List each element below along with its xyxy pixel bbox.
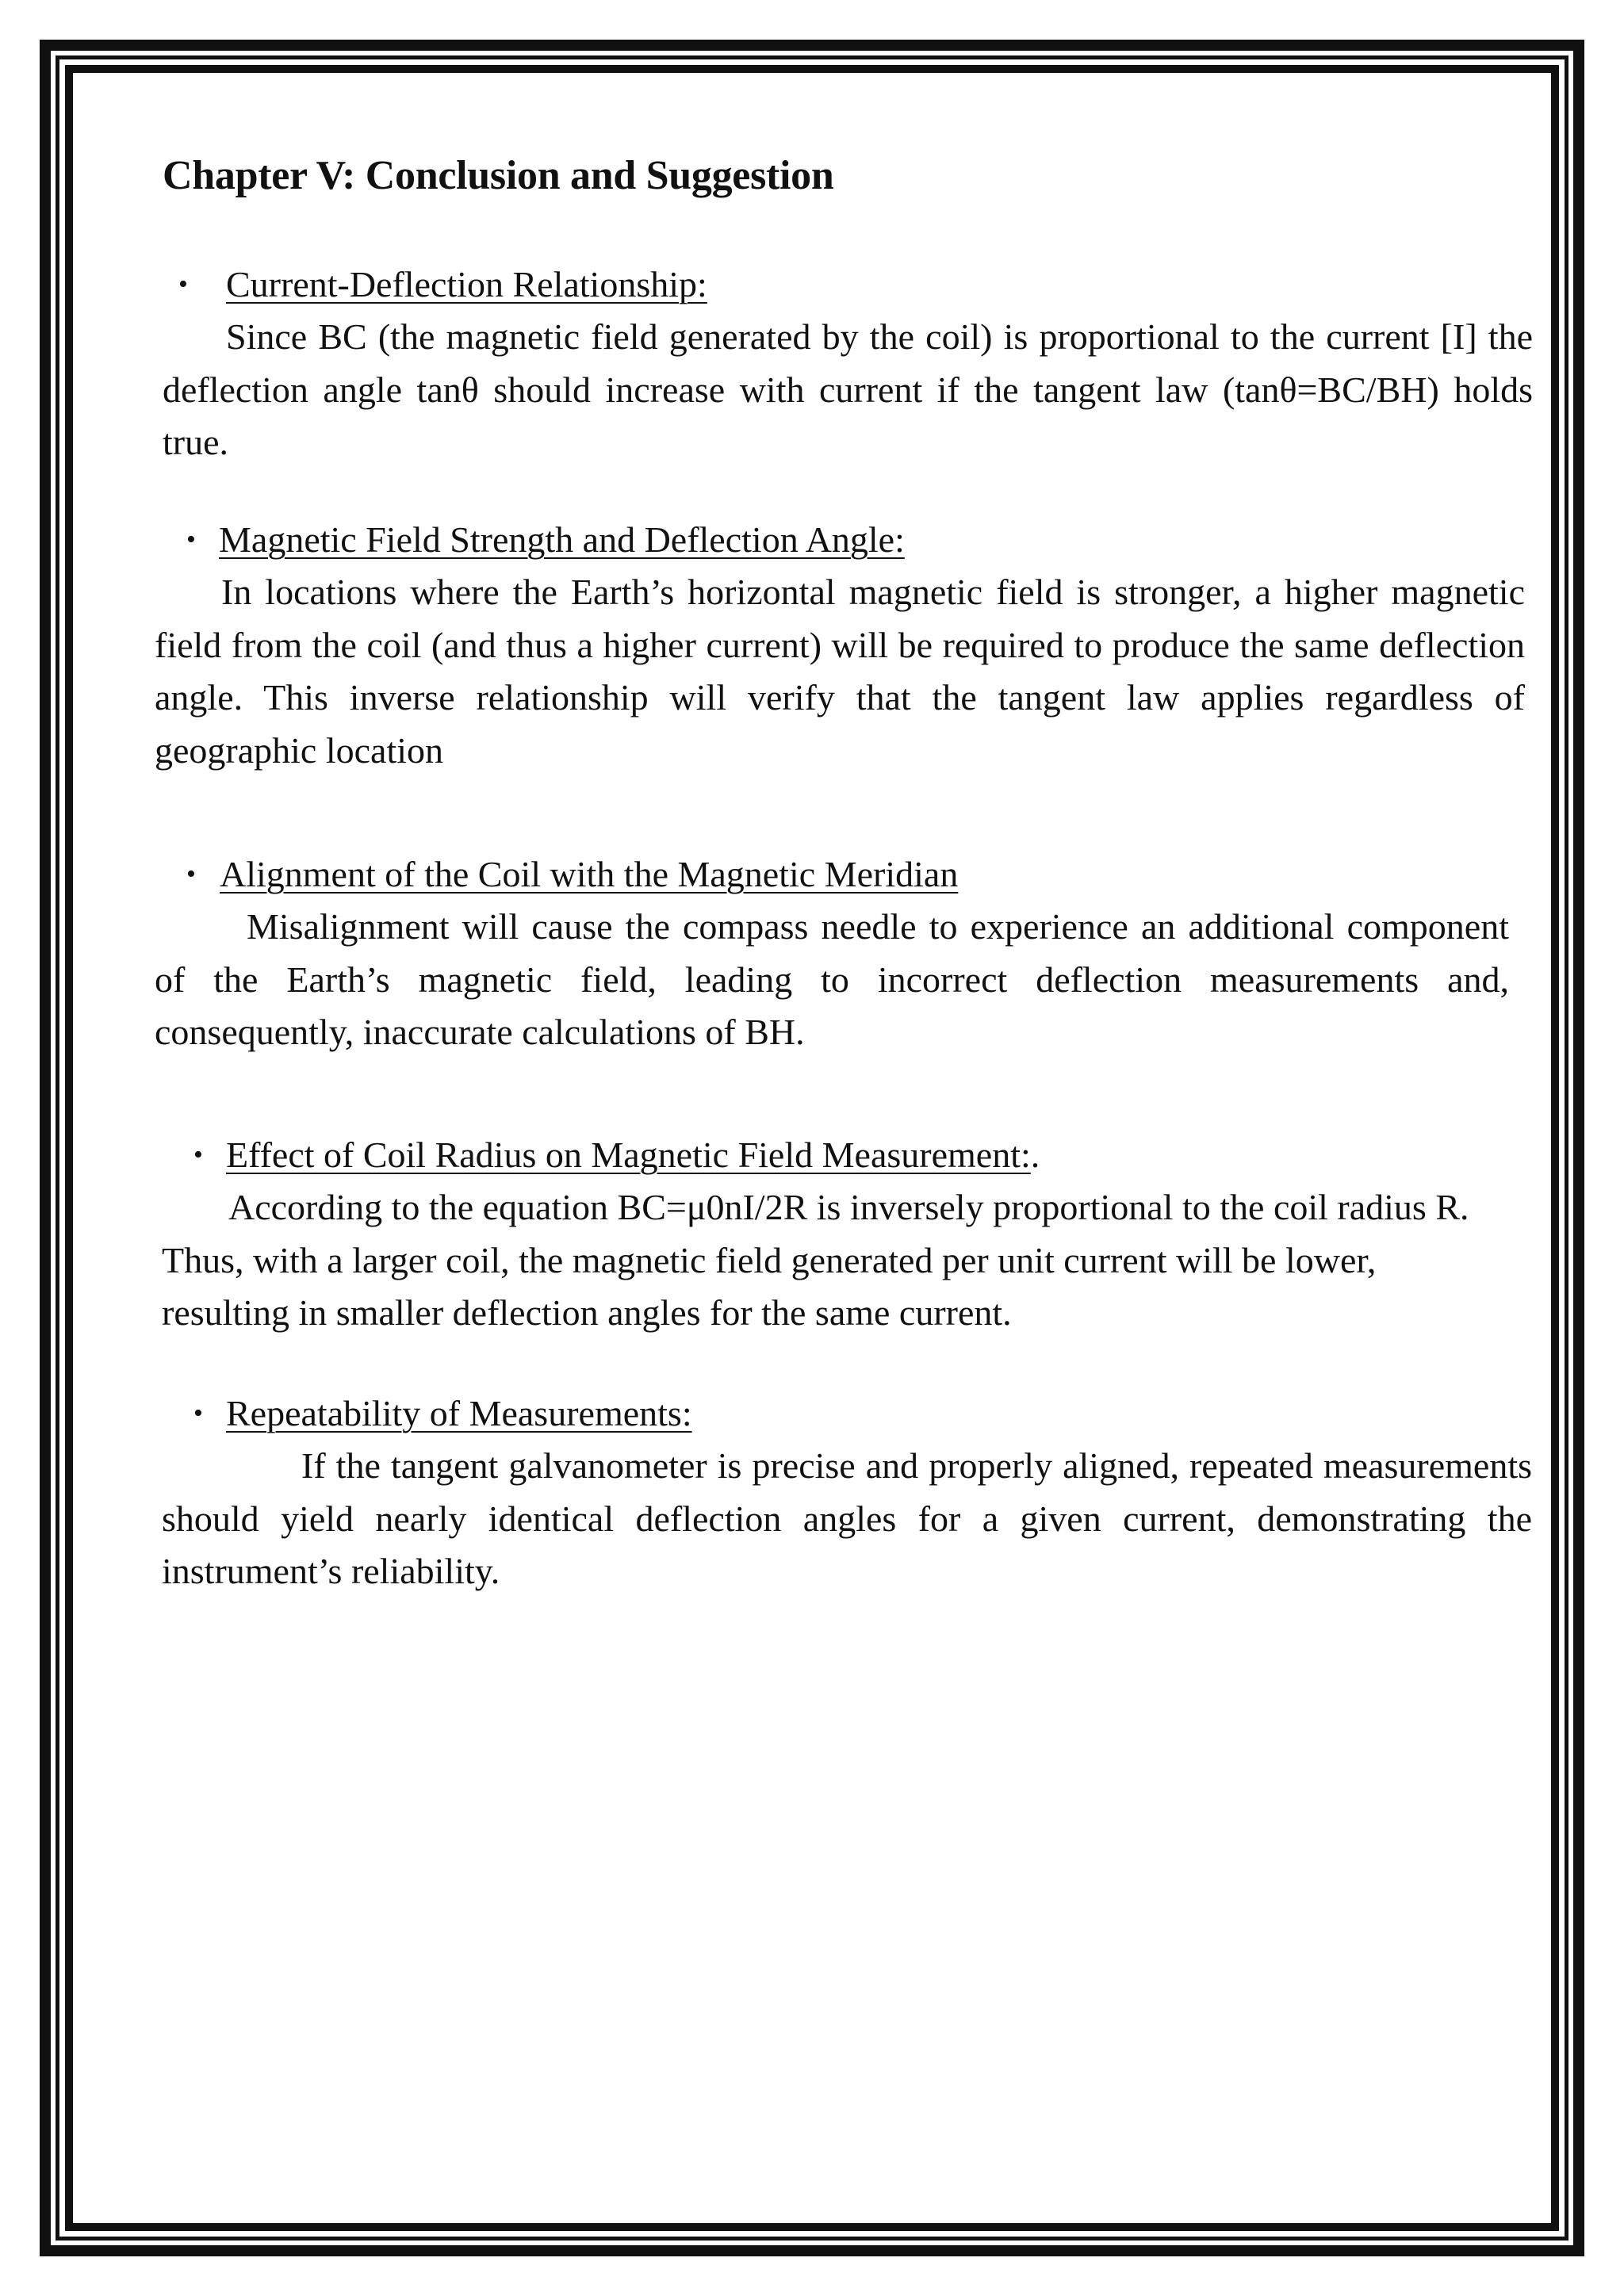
- section-repeatability: [162, 1387, 1532, 1598]
- bullet-icon: •: [186, 525, 196, 554]
- bullet-icon: •: [193, 1140, 203, 1169]
- section-heading: [155, 514, 1525, 566]
- section-body: Misalignment will cause the compass needle to experience an additional component of the Earth’s magnetic field, leading to incorrect deflection measurements and, consequently, inaccurate calculations of BH.: [155, 906, 1509, 1052]
- section-heading-text: Magnetic Field Strength and Deflection Angle:: [219, 519, 905, 560]
- section-heading: [162, 1387, 1532, 1440]
- section-body: According to the equation BC=μ0nI/2R is inversely proportional to the coil radius R. Thus, with a larger coil, the magnetic field generated per unit current will be lower, resulting in smaller deflection angles for the same current.: [162, 1187, 1469, 1333]
- section-heading: [162, 1129, 1510, 1181]
- section-body: Since BC (the magnetic field generated by the coil) is proportional to the current [I] the deflection angle tanθ should increase with current if the tangent law (tanθ=BC/BH) holds true.: [163, 316, 1533, 462]
- bullet-icon: •: [193, 1399, 203, 1428]
- section-body: In locations where the Earth’s horizontal magnetic field is stronger, a higher magnetic field from the coil (and thus a higher current) will be required to produce the same deflection angle. This inverse relationship will verify that the tangent law applies regardless of geographic location: [155, 572, 1525, 771]
- bullet-icon: •: [178, 270, 188, 299]
- section-heading-text: Alignment of the Coil with the Magnetic Meridian: [220, 854, 959, 894]
- section-coil-radius: [162, 1129, 1510, 1340]
- section-heading-suffix: .: [1030, 1135, 1040, 1175]
- chapter-title: Chapter V: Conclusion and Suggestion: [163, 153, 834, 198]
- section-coil-alignment: [155, 848, 1509, 1059]
- bullet-icon: •: [186, 859, 196, 889]
- section-heading-text: Current-Deflection Relationship:: [226, 264, 707, 304]
- section-heading: [155, 848, 1509, 901]
- section-heading-text: Repeatability of Measurements:: [226, 1393, 692, 1433]
- section-body: If the tangent galvanometer is precise and properly aligned, repeated measurements should yield nearly identical deflection angles for a given current, demonstrating the instrument’s reliability.: [162, 1445, 1532, 1591]
- section-heading-text: Effect of Coil Radius on Magnetic Field Measurement:: [226, 1135, 1031, 1175]
- section-current-deflection: [163, 258, 1533, 469]
- section-magnetic-field-strength: [155, 514, 1525, 777]
- section-heading: [163, 258, 1533, 311]
